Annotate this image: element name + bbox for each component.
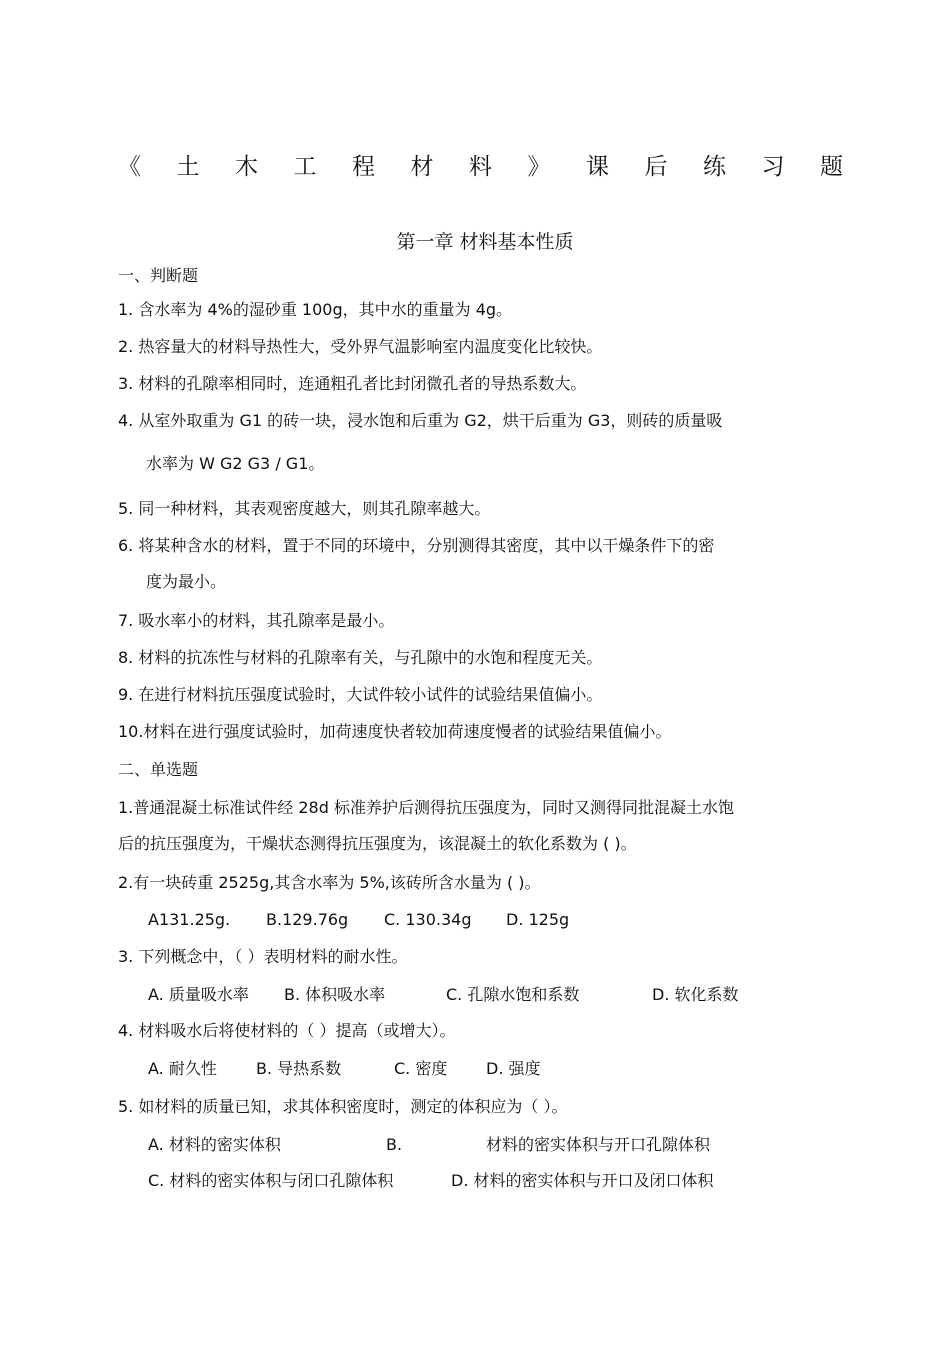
option-c: C. 孔隙水饱和系数 xyxy=(446,985,580,1004)
question-item: 2. 热容量大的材料导热性大，受外界气温影响室内温度变化比较快。 xyxy=(118,337,603,356)
question-item: 1. 含水率为 4%的湿砂重 100g，其中水的重量为 4g。 xyxy=(118,300,513,319)
question-item: 7. 吸水率小的材料，其孔隙率是最小。 xyxy=(118,611,395,630)
title-char: 土 xyxy=(176,154,200,180)
question-item: 3. 下列概念中，（ ）表明材料的耐水性。 xyxy=(118,947,408,966)
title-char: 题 xyxy=(820,154,843,180)
title-char: 习 xyxy=(761,154,785,180)
question-item: 4. 材料吸水后将使材料的（ ）提高（或增大）。 xyxy=(118,1021,456,1040)
option-d: D. 125g xyxy=(506,910,570,929)
title-char: 材 xyxy=(410,154,434,180)
option-b: B.129.76g xyxy=(266,910,349,929)
option-c: C. 130.34g xyxy=(384,910,472,929)
option-a: A. 质量吸水率 xyxy=(148,985,249,1004)
question-item: 10.材料在进行强度试验时，加荷速度快者较加荷速度慢者的试验结果值偏小。 xyxy=(118,722,672,741)
question-item: 5. 如材料的质量已知，求其体积密度时，测定的体积应为（ ）。 xyxy=(118,1097,568,1116)
option-d: D. 材料的密实体积与开口及闭口体积 xyxy=(451,1171,714,1190)
question-item: 6. 将某种含水的材料，置于不同的环境中，分别测得其密度，其中以干燥条件下的密 xyxy=(118,536,715,555)
title-char: 《 xyxy=(118,154,141,180)
title-char: 练 xyxy=(703,154,726,180)
title-char: 工 xyxy=(293,154,317,180)
option-a: A. 材料的密实体积 xyxy=(148,1135,281,1154)
title-char: 课 xyxy=(586,154,609,180)
question-item: 2.有一块砖重 2525g,其含水率为 5%,该砖所含水量为 ( )。 xyxy=(118,873,541,892)
question-item: 9. 在进行材料抗压强度试验时，大试件较小试件的试验结果值偏小。 xyxy=(118,685,603,704)
title-char: 》 xyxy=(527,154,551,180)
option-b: B. 导热系数 xyxy=(256,1059,342,1078)
option-c: C. 密度 xyxy=(394,1059,448,1078)
question-item: 5. 同一种材料，其表观密度越大，则其孔隙率越大。 xyxy=(118,499,491,518)
section-heading-true-false: 一、判断题 xyxy=(118,266,199,285)
option-d: D. 软化系数 xyxy=(652,985,739,1004)
option-a: A131.25g. xyxy=(148,910,231,929)
title-char: 料 xyxy=(469,154,492,180)
option-d: D. 强度 xyxy=(486,1059,541,1078)
option-c: C. 材料的密实体积与闭口孔隙体积 xyxy=(148,1171,394,1190)
section-heading-single-choice: 二、单选题 xyxy=(118,760,199,779)
question-item: 4. 从室外取重为 G1 的砖一块，浸水饱和后重为 G2，烘干后重为 G3，则砖的质量吸 xyxy=(118,411,723,430)
chapter-heading: 第一章 材料基本性质 xyxy=(396,231,574,253)
question-continuation: 度为最小。 xyxy=(146,572,227,591)
title-char: 木 xyxy=(235,154,258,180)
option-b-text: 材料的密实体积与开口孔隙体积 xyxy=(486,1135,711,1154)
title-char: 程 xyxy=(352,154,375,180)
option-b: B. xyxy=(386,1135,403,1154)
question-continuation: 后的抗压强度为，干燥状态测得抗压强度为，该混凝土的软化系数为 ( )。 xyxy=(118,834,637,853)
document-title xyxy=(118,150,843,184)
option-a: A. 耐久性 xyxy=(148,1059,217,1078)
title-char: 后 xyxy=(644,154,668,180)
question-item: 3. 材料的孔隙率相同时，连通粗孔者比封闭微孔者的导热系数大。 xyxy=(118,374,587,393)
option-b: B. 体积吸水率 xyxy=(284,985,386,1004)
question-continuation: 水率为 W G2 G3 / G1。 xyxy=(146,454,325,473)
question-item: 8. 材料的抗冻性与材料的孔隙率有关，与孔隙中的水饱和程度无关。 xyxy=(118,648,603,667)
question-item: 1.普通混凝土标准试件经 28d 标准养护后测得抗压强度为，同时又测得同批混凝土水饱 xyxy=(118,798,734,817)
